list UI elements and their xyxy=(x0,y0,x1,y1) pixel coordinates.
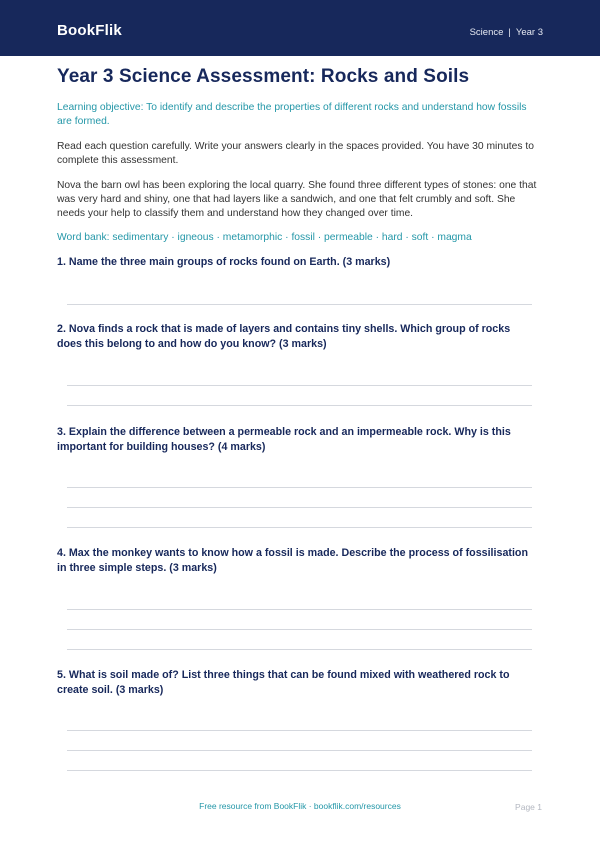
footer-credit[interactable]: Free resource from BookFlik · bookflik.com/resources xyxy=(199,801,401,811)
word-bank: Word bank: sedimentary · igneous · metamorphic · fossil · permeable · hard · soft · magma xyxy=(57,232,472,243)
page-header xyxy=(0,0,600,56)
breadcrumb-separator: | xyxy=(508,27,511,38)
page-number: Page 1 xyxy=(515,802,542,812)
page-title: Year 3 Science Assessment: Rocks and Soils xyxy=(57,66,470,87)
breadcrumb xyxy=(470,27,543,38)
breadcrumb-subject: Science xyxy=(469,27,504,38)
intro-section xyxy=(57,64,543,245)
answer-line[interactable] xyxy=(67,405,532,406)
answer-line[interactable] xyxy=(67,507,532,508)
answer-line[interactable] xyxy=(67,385,532,386)
question-4: 4. Max the monkey wants to know how a fossil is made. Describe the process of fossilisation in three simple steps. (3 marks) xyxy=(57,547,528,574)
question-3: 3. Explain the difference between a permeable rock and an impermeable rock. Why is this important for building houses? (4 marks) xyxy=(57,426,511,453)
learning-objective: Learning objective: To identify and describe the properties of different rocks and understand how fossils are formed. xyxy=(57,102,527,127)
answer-line[interactable] xyxy=(67,609,532,610)
breadcrumb-year: Year 3 xyxy=(515,27,543,38)
answer-line[interactable] xyxy=(67,770,532,771)
instructions-text: Read each question carefully. Write your answers clearly in the spaces provided. You have 30 minutes to complete this assessment. xyxy=(57,141,534,166)
answer-line[interactable] xyxy=(67,649,532,650)
question-5: 5. What is soil made of? List three things that can be found mixed with weathered rock to create soil. (3 marks) xyxy=(57,669,510,696)
answer-line[interactable] xyxy=(67,730,532,731)
answer-line[interactable] xyxy=(67,487,532,488)
story-text: Nova the barn owl has been exploring the local quarry. She found three different types of stones: one that was very hard and shiny, one that had layers like a sandwich, and one that felt crumbly and soft. She needs your help to classify them and understand how they changed over time. xyxy=(57,180,537,219)
answer-line[interactable] xyxy=(67,750,532,751)
answer-line[interactable] xyxy=(67,304,532,305)
brand-logo[interactable]: BookFlik xyxy=(57,22,122,39)
answer-line[interactable] xyxy=(67,527,532,528)
answer-line[interactable] xyxy=(67,629,532,630)
question-2: 2. Nova finds a rock that is made of layers and contains tiny shells. Which group of rocks does this belong to and how do you know? (3 marks) xyxy=(57,323,511,350)
question-1: 1. Name the three main groups of rocks found on Earth. (3 marks) xyxy=(57,256,391,268)
